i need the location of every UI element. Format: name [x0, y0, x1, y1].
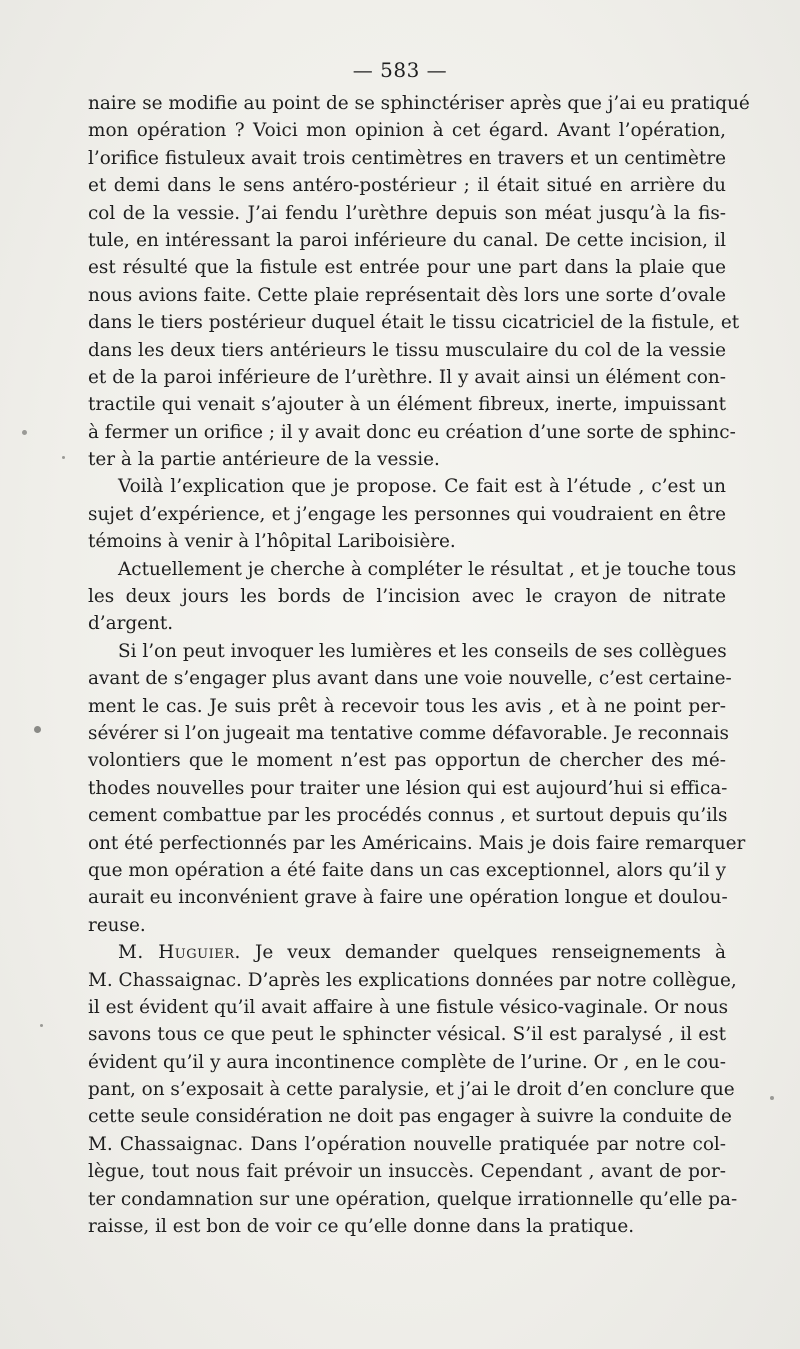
text-line: dans les deux tiers antérieurs le tissu musculaire du col de la vessie [88, 339, 726, 361]
text-line: dans le tiers postérieur duquel était le tissu cicatriciel de la fistule, et [88, 312, 740, 334]
page-number: — 583 — [352, 58, 448, 82]
text-line: col de la vessie. J’ai fendu l’urèthre depuis son méat jusqu’à la fis- [88, 202, 726, 224]
line-text: Je veux demander quelques renseignements à [240, 942, 726, 964]
paper-speck [34, 726, 41, 733]
text-line: tule, en intéressant la paroi inférieure du canal. De cette incision, il [88, 229, 726, 251]
text-line: Actuellement je cherche à compléter le résultat , et je touche tous [118, 558, 737, 580]
body-text [88, 90, 750, 1240]
text-line: lègue, tout nous fait prévoir un insuccès. Cependant , avant de por- [88, 1161, 726, 1183]
text-line: que mon opération a été faite dans un cas exceptionnel, alors qu’il y [88, 859, 726, 881]
paper-speck [22, 430, 27, 435]
text-line: sujet d’expérience, et j’engage les personnes qui voudraient en être [88, 503, 726, 525]
text-line: et de la paroi inférieure de l’urèthre. Il y avait ainsi un élément con- [88, 366, 726, 388]
text-line: tractile qui venait s’ajouter à un élément fibreux, inerte, impuissant [88, 394, 726, 416]
text-line: naire se modifie au point de se sphinctériser après que j’ai eu pratiqué [88, 93, 750, 114]
paper-speck [770, 1096, 774, 1100]
text-line: ont été perfectionnés par les Américains. Mais je dois faire remarquer [88, 832, 746, 854]
paper-speck [40, 1024, 43, 1027]
text-line: Voilà l’explication que je propose. Ce fait est à l’étude , c’est un [118, 476, 726, 498]
text-line: Si l’on peut invoquer les lumières et les conseils de ses collègues [118, 640, 727, 662]
text-line: reuse. [88, 914, 146, 936]
text-line: évident qu’il y aura incontinence complète de l’urine. Or , en le cou- [88, 1051, 726, 1073]
text-line: raisse, il est bon de voir ce qu’elle donne dans la pratique. [88, 1216, 635, 1238]
text-line: ter condamnation sur une opération, quelque irrationnelle qu’elle pa- [88, 1188, 738, 1210]
paper-speck [62, 456, 65, 459]
text-line: aurait eu inconvénient grave à faire une opération longue et doulou- [88, 887, 728, 909]
text-line: pant, on s’exposait à cette paralysie, et j’ai le droit d’en conclure que [88, 1079, 735, 1101]
text-line: volontiers que le moment n’est pas opportun de chercher des mé- [88, 750, 726, 772]
text-line: l’orifice fistuleux avait trois centimètres en travers et un centimètre [88, 147, 726, 169]
text-line: d’argent. [88, 613, 174, 635]
text-line: ment le cas. Je suis prêt à recevoir tous les avis , et à ne point per- [88, 695, 726, 717]
text-line: ter à la partie antérieure de la vessie. [88, 449, 440, 471]
text-line: mon opération ? Voici mon opinion à cet égard. Avant l’opération, [88, 120, 726, 142]
text-line: cement combattue par les procédés connus , et surtout depuis qu’ils [88, 805, 728, 827]
text-line: M. Chassaignac. D’après les explications données par notre collègue, [88, 969, 737, 991]
text-line: avant de s’engager plus avant dans une voie nouvelle, c’est certaine- [88, 668, 732, 690]
text-line: à fermer un orifice ; il y avait donc eu création d’une sorte de sphinc- [88, 421, 736, 443]
text-line: et demi dans le sens antéro-postérieur ; il était situé en arrière du [88, 175, 726, 197]
text-line: témoins à venir à l’hôpital Lariboisière. [88, 531, 456, 553]
text-line: sévérer si l’on jugeait ma tentative comme défavorable. Je reconnais [88, 722, 729, 744]
text-line: les deux jours les bords de l’incision avec le crayon de nitrate [88, 586, 726, 608]
text-line: thodes nouvelles pour traiter une lésion qui est aujourd’hui si effica- [88, 777, 728, 799]
text-line: M. Chassaignac. Dans l’opération nouvelle pratiquée par notre col- [88, 1133, 726, 1155]
text-line: est résulté que la fistule est entrée pour une part dans la plaie que [88, 257, 726, 279]
text-line [88, 939, 726, 966]
text-line: il est évident qu’il avait affaire à une fistule vésico-vaginale. Or nous [88, 996, 729, 1018]
text-line: cette seule considération ne doit pas engager à suivre la conduite de [88, 1106, 732, 1128]
text-line: nous avions faite. Cette plaie représentait dès lors une sorte d’ovale [88, 284, 726, 306]
text-line: savons tous ce que peut le sphincter vésical. S’il est paralysé , il est [88, 1024, 726, 1046]
speaker-name: M. Huguier. [118, 942, 241, 964]
